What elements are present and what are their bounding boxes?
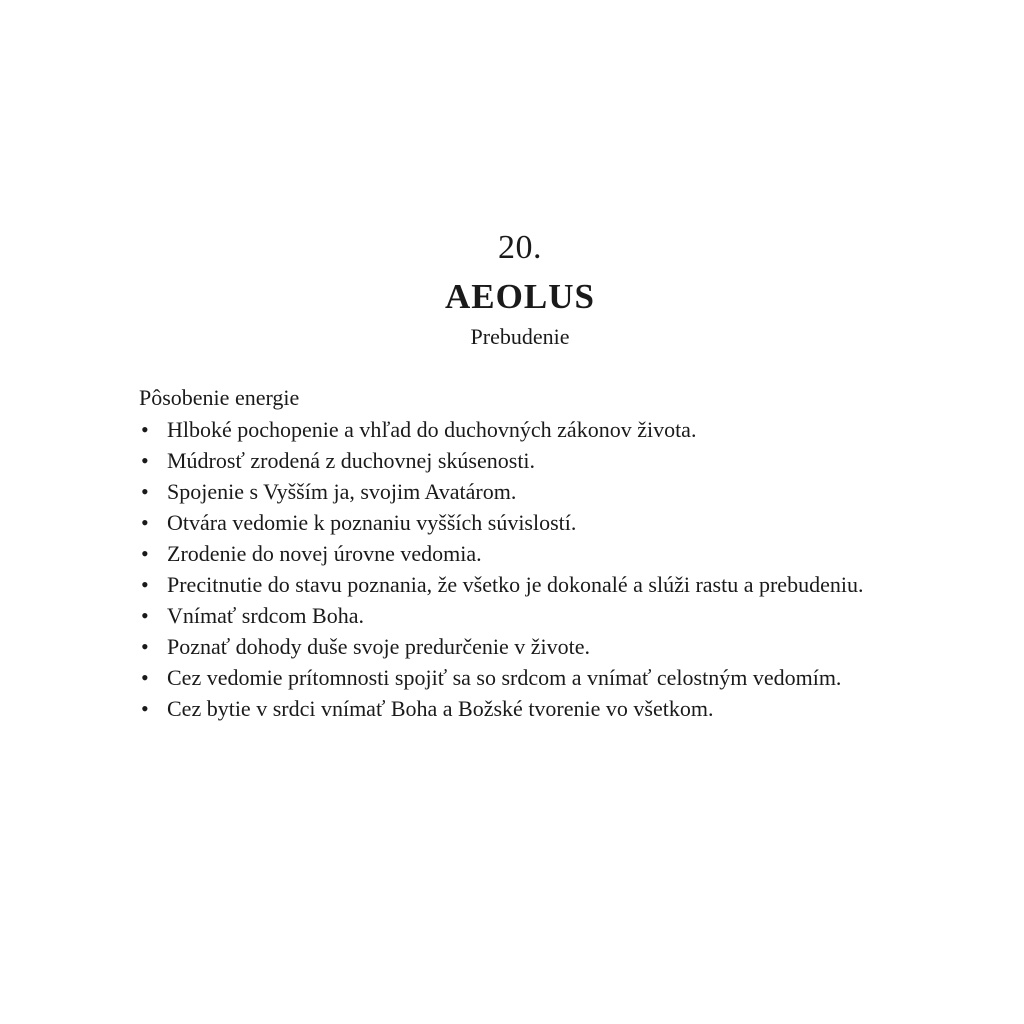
list-item: • Precitnutie do stavu poznania, že všetko je dokonalé a slúži rastu a prebudeniu.	[139, 569, 939, 600]
card-header	[0, 226, 1024, 352]
effects-list	[139, 414, 939, 724]
card-subtitle: Prebudenie	[470, 324, 570, 349]
list-item: • Hlboké pochopenie a vhľad do duchovných zákonov života.	[139, 414, 939, 445]
list-item: • Múdrosť zrodená z duchovnej skúsenosti.	[139, 445, 939, 476]
card-title: AEOLUS	[445, 277, 595, 316]
list-item: • Zrodenie do novej úrovne vedomia.	[139, 538, 939, 569]
list-item: • Otvára vedomie k poznaniu vyšších súvislostí.	[139, 507, 939, 538]
list-item: • Vnímať srdcom Boha.	[139, 600, 939, 631]
card-number: 20.	[498, 229, 542, 266]
section-heading: Pôsobenie energie	[139, 385, 300, 410]
list-item: • Cez bytie v srdci vnímať Boha a Božské tvorenie vo všetkom.	[139, 693, 939, 724]
list-item: • Poznať dohody duše svoje predurčenie v živote.	[139, 631, 939, 662]
list-item: • Cez vedomie prítomnosti spojiť sa so srdcom a vnímať celostným vedomím.	[139, 662, 939, 693]
energy-section	[139, 382, 939, 724]
list-item: • Spojenie s Vyšším ja, svojim Avatárom.	[139, 476, 939, 507]
